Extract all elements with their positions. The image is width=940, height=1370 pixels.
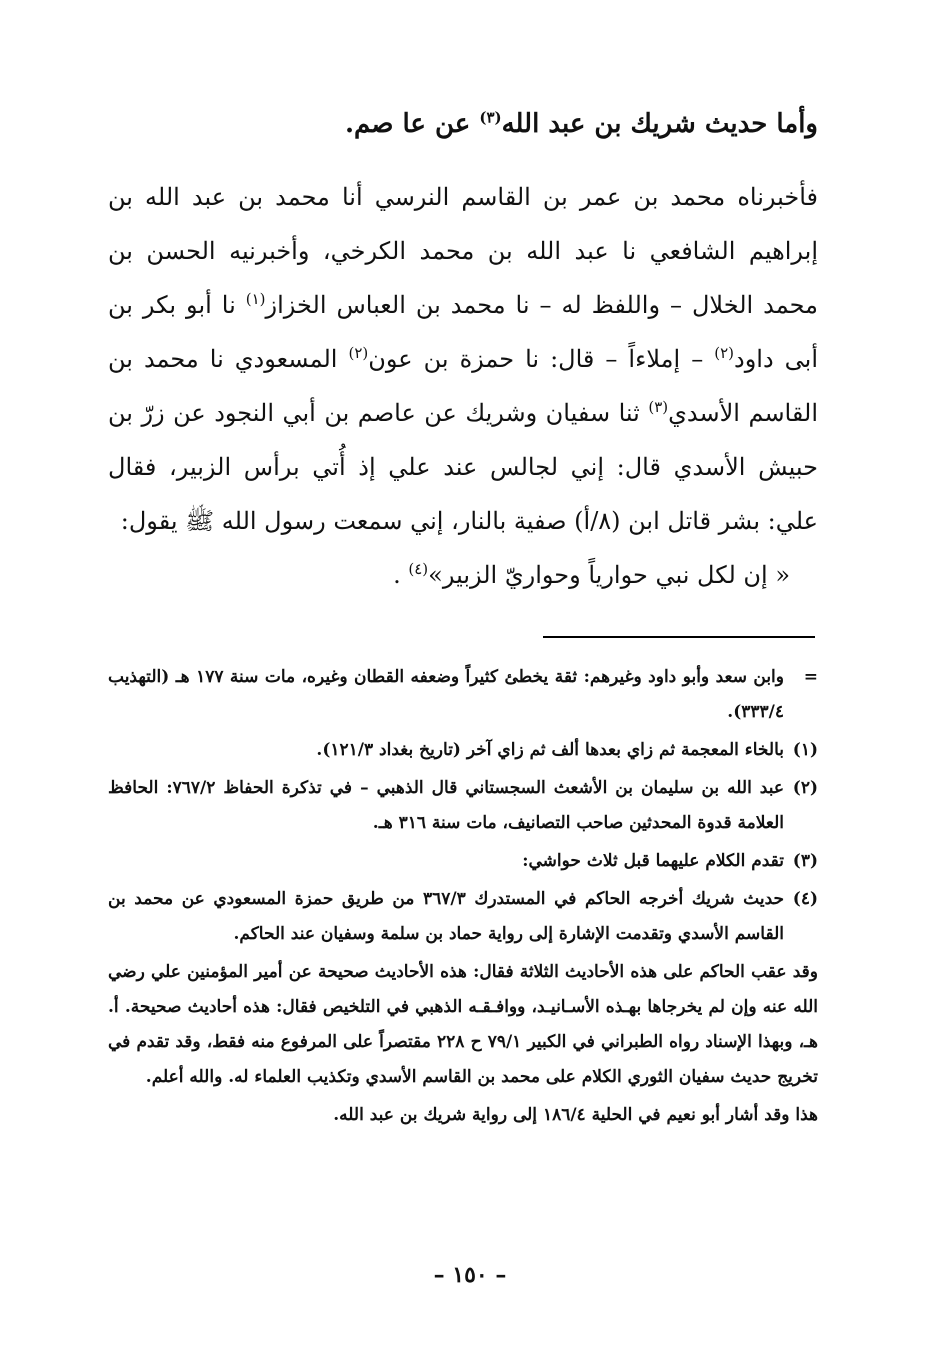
footnote-3 xyxy=(108,844,818,879)
footnote-marker: (١) xyxy=(792,740,818,760)
footnote-ref-2: (٢) xyxy=(714,344,734,362)
section-heading xyxy=(118,102,818,146)
body-part-3: – إملاءاً – قال: نا حمزة بن عون xyxy=(368,345,704,373)
footnote-marker: (٣) xyxy=(792,851,818,871)
footnote-ref-3: (٢) xyxy=(348,344,369,362)
heading-footnote-ref: (٣) xyxy=(479,108,502,127)
footnote-1 xyxy=(108,733,818,768)
footnote-marker: (٢) xyxy=(792,778,818,798)
footnote-4-commentary: وقد عقب الحاكم على هذه الأحاديث الثلاثة فقال: هذه الأحاديث صحيحة عن أمير المؤمنين علي رضي الله عنه وإن لم يخرجاها بهـذه الأسـانيـد، ووافـقـه الذهبي في التلخيص فقال: هذه أحاديث صحيحة. أ. هـ، وبهذا الإسناد رواه الطبراني في الكبير ٧٩/١ ح ٢٢٨ مقتصراً على المرفوع منه فقط، وقد تقدم في تخريج حديث سفيان الثوري الكلام على محمد بن القاسم الأسدي وتكذيب العلماء له. والله أعلم. xyxy=(108,962,819,1087)
footnote-ref-4: (٣) xyxy=(648,398,669,416)
footnote-text: حديث شريك أخرجه الحاكم في المستدرك ٣٦٧/٣ من طريق حمزة المسعودي عن محمد بن القاسم الأسدي وتقدمت الإشارة إلى رواية حماد بن سلمة وسفيان عند الحاكم. xyxy=(108,889,785,944)
footnote-4-closing: هذا وقد أشار أبو نعيم في الحلية ١٨٦/٤ إلى رواية شريك بن عبد الله. xyxy=(333,1105,818,1125)
body-part-5: ثنا سفيان وشريك عن عاصم بن أبي النجود عن زرّ بن حبيش الأسدي قال: إني لجالس عند علي إذ أُتي برأس الزبير، فقال علي: بشر قاتل ابن (٨/أ) صفية بالنار، إني سمعت رسول الله ﷺ يقول: xyxy=(108,399,819,535)
footnote-separator xyxy=(543,636,815,638)
quote-text: « إن لكل نبي حوارياً وحواريّ الزبير» xyxy=(428,561,790,589)
body-part-2: نا أبو بكر بن أبى داود xyxy=(108,291,818,373)
footnote-4 xyxy=(108,882,818,952)
footnote-ref-1: (١) xyxy=(245,290,266,308)
footnote-continuation xyxy=(108,660,818,730)
heading-tail: عن عا صم. xyxy=(344,109,471,139)
hadith-matn xyxy=(110,548,790,602)
quote-footnote-ref: (٤) xyxy=(408,560,429,578)
footnote-text: عبد الله بن سليمان بن الأشعث السجستاني قال الذهبي – في تذكرة الحفاظ ٧٦٧/٢: الحافظ العلامة قدوة المحدثين صاحب التصانيف، مات سنة ٣١٦ هـ. xyxy=(108,778,784,833)
body-part-1: فأخبرناه محمد بن عمر بن القاسم النرسي أنا محمد بن عبد الله بن إبراهيم الشافعي نا عبد الله بن محمد الكرخي، وأخبرنيه الحسن بن محمد الخلال – واللفظ له – نا محمد بن العباس الخزاز xyxy=(108,183,818,319)
body-part-4: المسعودي نا محمد بن القاسم الأسدي xyxy=(108,345,818,427)
footnote-2 xyxy=(108,771,818,841)
hadith-isnad xyxy=(108,170,818,548)
footnote-text: وابن سعد وأبو داود وغيرهم: ثقة يخطئ كثيراً وضعفه القطان وغيره، مات سنة ١٧٧ هـ (التهذيب ٣٣٣/٤). xyxy=(108,667,784,722)
footnote-marker: = xyxy=(803,667,818,687)
footnote-marker: (٤) xyxy=(792,889,818,909)
footnote-text: تقدم الكلام عليهما قبل ثلاث حواشي: xyxy=(522,851,784,871)
page-number: – ١٥٠ – xyxy=(433,1262,507,1288)
quote-tail: . xyxy=(393,561,401,589)
heading-text: وأما حديث شريك بن عبد الله xyxy=(501,109,818,139)
body-paragraph xyxy=(108,170,818,548)
footnotes xyxy=(108,660,818,1136)
footnote-text: بالخاء المعجمة ثم زاي بعدها ألف ثم زاي آخر (تاريخ بغداد ١٢١/٣). xyxy=(316,740,784,760)
